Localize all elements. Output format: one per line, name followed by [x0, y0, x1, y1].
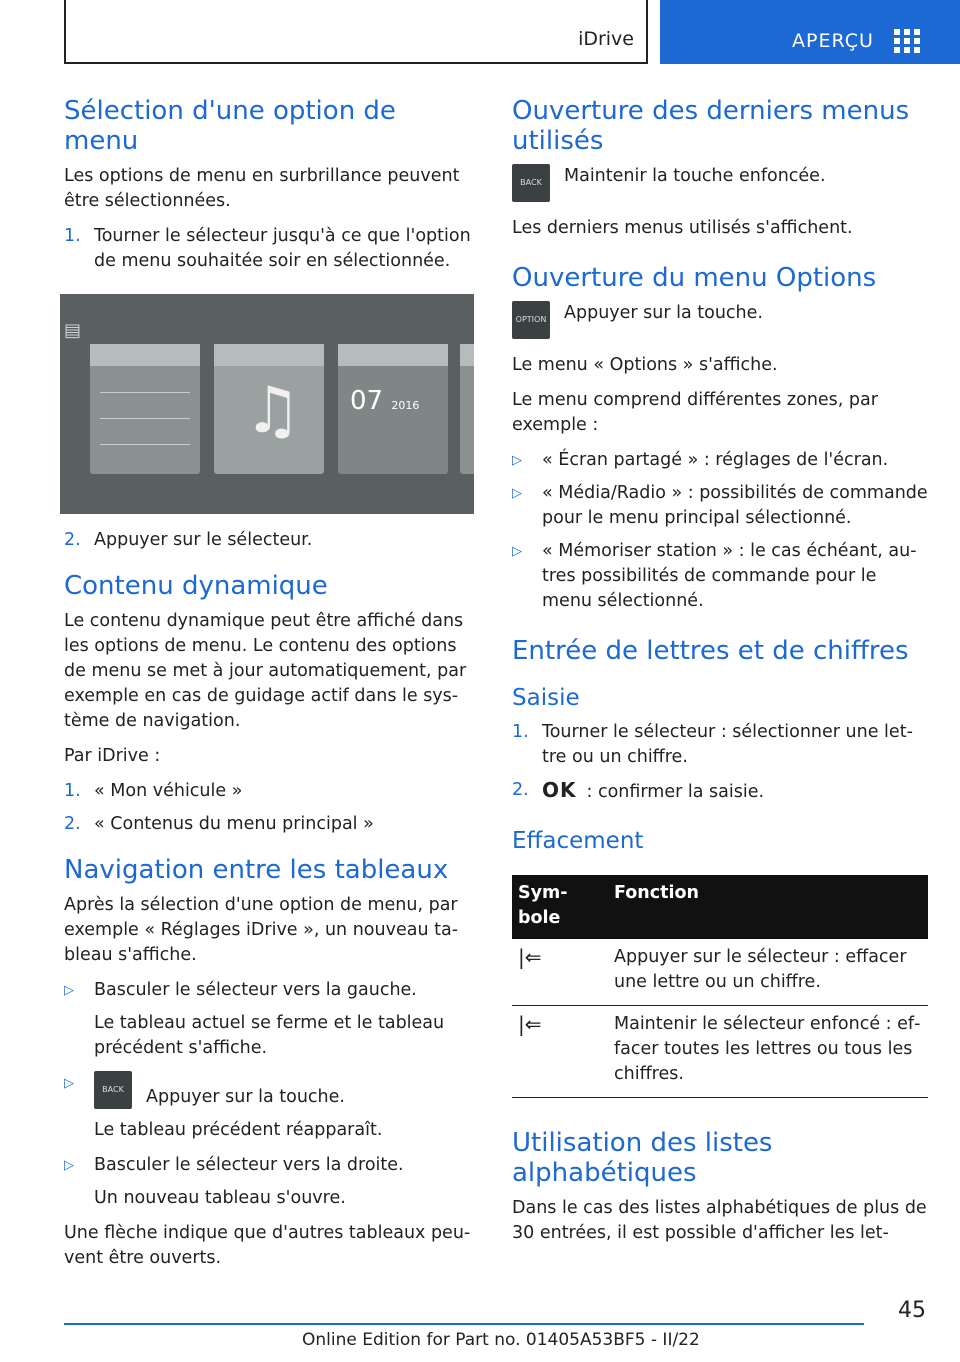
- bullet-item: [512, 448, 928, 473]
- section-title-dynamic: Contenu dynamique: [64, 571, 328, 601]
- triangle-bullet-icon: ▷: [64, 1076, 74, 1091]
- list-number: 2.: [64, 814, 81, 834]
- music-tile: [214, 344, 324, 474]
- paragraph: Une flèche indique que d'autres tableaux peuvent être ouverts.: [64, 1223, 471, 1268]
- section-title-options-menu: Ouverture du menu Options: [512, 263, 877, 293]
- header-chapter-label: APERÇU: [792, 30, 874, 52]
- bullet-item: [64, 978, 476, 1003]
- triangle-bullet-icon: ▷: [64, 1158, 74, 1173]
- paragraph: Les options de menu en surbrillance peuvent être sélectionnées.: [64, 166, 460, 211]
- symbol-table: [512, 875, 928, 1098]
- paragraph: Dans le cas des listes alphabétiques de plus de 30 entrées, il est possible d'afficher les let-: [512, 1198, 927, 1243]
- calendar-date: 07: [350, 386, 384, 416]
- list-text: « Mon véhicule »: [94, 781, 243, 801]
- menu-icon: ▤: [64, 320, 82, 341]
- list-item: [64, 779, 476, 804]
- list-item: [512, 778, 928, 805]
- list-item: [64, 812, 476, 837]
- list-text: Appuyer sur le sélecteur.: [94, 530, 313, 550]
- paragraph: Après la sélection d'une option de menu, par exemple « Réglages iDrive », un nouveau tableau s'affiche.: [64, 895, 459, 965]
- bullet-subtext: Le tableau précédent réapparaît.: [94, 1120, 383, 1140]
- paragraph: Le contenu dynamique peut être affiché dans les options de menu. Le contenu des options de menu se met à jour automatiquement, par exemple en cas de guidage actif dans le système de navigation.: [64, 611, 467, 731]
- list-number: 2.: [64, 530, 81, 550]
- triangle-bullet-icon: ▷: [64, 983, 74, 998]
- bullet-item: [64, 1071, 476, 1110]
- subsection-title-entry: Saisie: [512, 685, 580, 711]
- list-text: Tourner le sélecteur : sélectionner une lettre ou un chiffre.: [542, 722, 913, 767]
- music-note-icon: ♫: [244, 374, 302, 448]
- header-left-box: [64, 0, 648, 64]
- delete-icon: |⇐: [512, 1006, 608, 1098]
- page-number: 45: [898, 1298, 926, 1323]
- header-chapter-tab[interactable]: [660, 0, 960, 64]
- key-instruction: [512, 301, 928, 339]
- list-number: 2.: [512, 780, 529, 800]
- triangle-bullet-icon: ▷: [512, 453, 522, 468]
- bullet-subtext: Un nouveau tableau s'ouvre.: [94, 1188, 346, 1208]
- calendar-tile: [338, 344, 448, 474]
- key-instruction-text: Maintenir la touche enfoncée.: [564, 166, 826, 186]
- list-item: [64, 224, 476, 274]
- bullet-item: [512, 539, 928, 614]
- table-cell: Maintenir le sélecteur enfoncé : effacer toutes les lettres ou tous les chiffres.: [608, 1006, 928, 1098]
- section-title-input: Entrée de lettres et de chiffres: [512, 636, 909, 666]
- table-header-function: Fonction: [608, 875, 928, 939]
- list-text: : confirmer la saisie.: [586, 782, 765, 802]
- bullet-text: Appuyer sur la touche.: [146, 1087, 345, 1107]
- section-title-recent-menus: Ouverture des derniers menus utilisés: [512, 96, 910, 156]
- list-number: 1.: [64, 781, 81, 801]
- bullet-text: Basculer le sélecteur vers la gauche.: [94, 980, 417, 1000]
- option-key-icon: OPTION: [512, 301, 550, 339]
- paragraph: Le menu « Options » s'affiche.: [512, 355, 778, 375]
- delete-icon: |⇐: [512, 939, 608, 1006]
- list-item: [512, 720, 928, 770]
- footer-divider: [64, 1323, 864, 1325]
- calendar-year: 2016: [391, 399, 420, 412]
- vehicle-tile: [90, 344, 200, 474]
- bullet-text: « Écran partagé » : réglages de l'écran.: [542, 450, 889, 470]
- idrive-screen-image: [60, 294, 474, 514]
- list-text: « Contenus du menu principal »: [94, 814, 374, 834]
- table-row: [512, 939, 928, 1006]
- list-text: Tourner le sélecteur jusqu'à ce que l'option de menu souhaitée soir en sélectionnée.: [94, 226, 471, 271]
- back-key-icon: BACK: [94, 1071, 132, 1109]
- bullet-subtext: Le tableau actuel se ferme et le tableau précédent s'affiche.: [94, 1013, 445, 1058]
- header-section-label: iDrive: [578, 28, 634, 50]
- table-cell: Appuyer sur le sélecteur : effacer une lettre ou un chiffre.: [608, 939, 928, 1006]
- footer-edition: Online Edition for Part no. 01405A53BF5 - II/22: [302, 1330, 700, 1350]
- section-title-selection: Sélection d'une option de menu: [64, 96, 396, 156]
- list-number: 1.: [64, 226, 81, 246]
- list-number: 1.: [512, 722, 529, 742]
- key-instruction-text: Appuyer sur la touche.: [564, 303, 763, 323]
- right-column: [512, 96, 928, 1256]
- ok-icon: OK: [542, 778, 577, 802]
- bullet-text: « Média/Radio » : possibilités de commande pour le menu principal sélectionné.: [542, 483, 928, 528]
- list-item: [64, 528, 476, 553]
- subsection-title-delete: Effacement: [512, 828, 644, 854]
- bullet-text: « Mémoriser station » : le cas échéant, autres possibilités de commande pour le menu sélectionné.: [542, 541, 917, 611]
- next-tile: [460, 344, 474, 474]
- bullet-text: Basculer le sélecteur vers la droite.: [94, 1155, 404, 1175]
- grid-icon: [894, 29, 920, 53]
- back-key-icon: BACK: [512, 164, 550, 202]
- left-column: [64, 96, 476, 1281]
- table-header-symbol: Symbole: [512, 875, 608, 939]
- paragraph: Le menu comprend différentes zones, par exemple :: [512, 390, 878, 435]
- bullet-item: [512, 481, 928, 531]
- triangle-bullet-icon: ▷: [512, 486, 522, 501]
- paragraph: Par iDrive :: [64, 746, 161, 766]
- paragraph: Les derniers menus utilisés s'affichent.: [512, 218, 853, 238]
- key-instruction: [512, 164, 928, 202]
- bullet-item: [64, 1153, 476, 1178]
- triangle-bullet-icon: ▷: [512, 544, 522, 559]
- section-title-navigation: Navigation entre les tableaux: [64, 855, 449, 885]
- table-row: [512, 1006, 928, 1098]
- section-title-alphabetical-lists: Utilisation des listes alphabétiques: [512, 1128, 773, 1188]
